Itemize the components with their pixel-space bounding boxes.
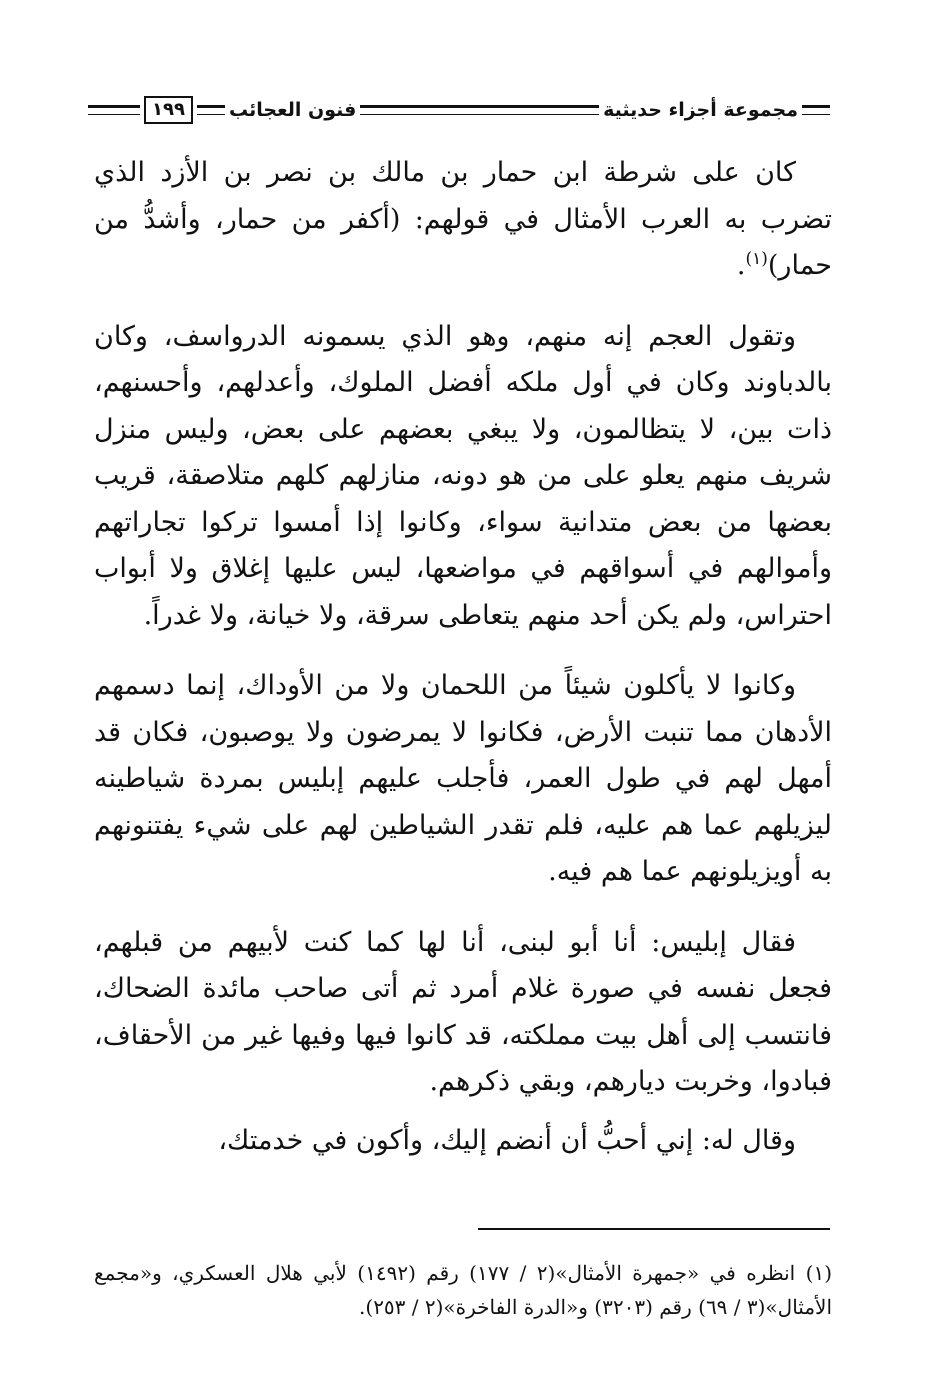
book-title: فنون العجائب <box>228 99 357 121</box>
paragraph-2: وتقول العجم إنه منهم، وهو الذي يسمونه الدرواسف، وكان بالدباوند وكان في أول ملكه أفضل الملوك، وأعدلهم، وأحسنهم، ذات بين، لا يتظالمون، ولا يبغي بعضهم على بعض، وليس منزل شريف منهم يعلو على من هو دونه، منازلهم كلهم متلاصقة، قريب بعضها من بعض متدانية سواء، وكانوا إذا أمسوا تركوا تجاراتهم وأموالهم في أسواقهم في مواضعها، ليس عليها إغلاق ولا أبواب احتراس، ولم يكن أحد منهم يتعاطى سرقة، ولا خيانة، ولا غدراً. <box>94 320 832 631</box>
paragraph-3: وكانوا لا يأكلون شيئاً من اللحمان ولا من الأوداك، إنما دسمهم الأدهان مما تنبت الأرض، فكانوا لا يمرضون ولا يوصبون، فكان قد أمهل لهم في طول العمر، فأجلب عليهم إبليس بمردة شياطينه ليزيلهم عما هم عليه، فلم تقدر الشياطين لهم على شيء يفتنونهم به أويزيلونهم عما هم فيه. <box>94 670 832 887</box>
paragraph-1-end: . <box>736 250 746 281</box>
header-rule-before-number <box>197 105 225 115</box>
paragraph-1 <box>94 150 832 290</box>
collection-title: مجموعة أجزاء حديثية <box>603 99 798 121</box>
paragraph-1-text: كان على شرطة ابن حمار بن مالك بن نصر بن الأزد الذي تضرب به العرب الأمثال في قولهم: (أكفر من حمار، وأشدُّ من حمار) <box>94 157 832 281</box>
footnotes <box>94 1256 832 1324</box>
footnote-marker: (١) <box>745 249 768 269</box>
running-header <box>88 92 830 128</box>
header-rule-middle <box>360 105 599 115</box>
header-rule-left <box>88 105 140 115</box>
paragraph-5: وقال له: إني أحبُّ أن أنضم إليك، وأكون في خدمتك، <box>218 1124 796 1156</box>
footnote-separator <box>478 1228 830 1230</box>
footnote-1: (١) انظره في «جمهرة الأمثال»(٢ / ١٧٧) رقم (١٤٩٢) لأبي هلال العسكري، و«مجمع الأمثال»(٣ / ٦٩) رقم (٣٢٠٣) و«الدرة الفاخرة»(٢ / ٢٥٣). <box>94 1261 832 1319</box>
paragraph-4: فقال إبليس: أنا أبو لبنى، أنا لها كما كنت لأبيهم من قبلهم، فجعل نفسه في صورة غلام أمرد ثم أتى صاحب مائدة الضحاك، فانتسب إلى أهل بيت مملكته، قد كانوا فيها وفيها غير من الأحقاف، فبادوا، وخربت ديارهم، وبقي ذكرهم. <box>94 926 832 1097</box>
main-text <box>94 150 832 1188</box>
page-number: ١٩٩ <box>144 96 193 124</box>
header-rule-right <box>802 105 830 115</box>
